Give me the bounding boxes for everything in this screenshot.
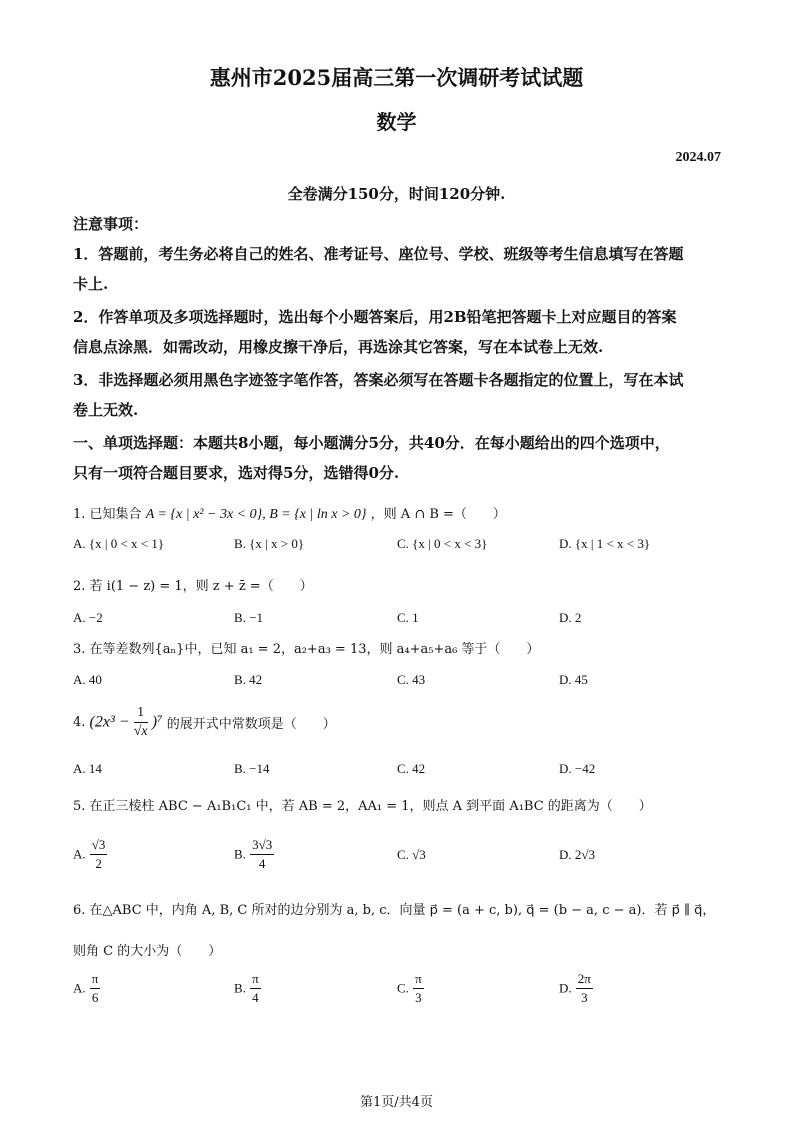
question-5-option-b-fraction xyxy=(250,836,274,873)
question-6-option-b-numerator: π xyxy=(250,970,261,989)
question-5-option-a xyxy=(73,836,107,873)
question-6-option-b-fraction xyxy=(250,970,261,1007)
question-1-suffix: ，则 A ∩ B =（ ） xyxy=(370,507,506,522)
question-6-option-b-label: B. xyxy=(234,980,246,996)
question-3: 3. 在等差数列{aₙ}中，已知 a₁ = 2，a₂+a₃ = 13，则 a₄+a₅+a₆ 等于（ ） xyxy=(73,642,540,657)
notice-heading: 注意事项： xyxy=(73,215,149,233)
question-4-suffix: 的展开式中常数项是（ ） xyxy=(166,717,336,732)
question-4-fraction xyxy=(134,704,148,741)
notice-item-3-line-1: 3．非选择题必须用黑色字迹签字笔作答，答案必须写在答题卡各题指定的位置上，写在本试 xyxy=(73,371,684,389)
question-1-prefix: 1. 已知集合 xyxy=(73,507,142,522)
question-6-option-d-denominator: 3 xyxy=(581,990,588,1005)
notice-item-1-line-2: 卡上. xyxy=(73,275,109,293)
question-4 xyxy=(73,704,336,741)
question-5-option-c: C. √3 xyxy=(397,847,426,862)
question-6-option-d-fraction xyxy=(576,970,593,1007)
subject-title: 数学 xyxy=(376,110,417,134)
question-5-option-b-denominator: 4 xyxy=(258,856,266,871)
question-2-option-c: C. 1 xyxy=(397,610,419,625)
question-2-option-b: B. −1 xyxy=(234,610,264,625)
notice-item-2-line-1: 2．作答单项及多项选择题时，选出每个小题答案后，用2B铅笔把答题卡上对应题目的答案 xyxy=(73,308,677,326)
question-6-option-b xyxy=(234,970,261,1007)
question-6-option-a-fraction xyxy=(90,970,101,1007)
question-5-option-a-denominator: 2 xyxy=(95,856,102,871)
question-1-option-a: A. {x | 0 < x < 1} xyxy=(73,536,165,551)
question-4-option-b: B. −14 xyxy=(234,761,270,776)
question-5-option-a-numerator: √3 xyxy=(90,836,108,855)
question-5-option-b xyxy=(234,836,274,873)
exam-title: 惠州市2025届高三第一次调研考试试题 xyxy=(209,65,584,90)
question-6-option-a-label: A. xyxy=(73,980,86,996)
question-3-option-c: C. 43 xyxy=(397,672,426,687)
full-marks-line: 全卷满分150分，时间120分钟. xyxy=(287,185,506,203)
question-6-line-1: 6. 在△ABC 中，内角 A, B, C 所对的边分别为 a, b, c．向量 p⃗ = (a + c, b), q⃗ = (b − a, c − a)．若 p⃗ ∥ q⃗， xyxy=(73,903,716,918)
question-6-option-a xyxy=(73,970,100,1007)
notice-item-3-line-2: 卷上无效. xyxy=(73,401,139,419)
question-6-option-d-label: D. xyxy=(559,980,572,996)
question-6-option-c-numerator: π xyxy=(413,970,424,989)
section-1-line-2: 只有一项符合题目要求，选对得5分，选错得0分. xyxy=(73,464,400,482)
question-4-expr-right: )⁷ xyxy=(151,713,163,731)
question-3-option-a: A. 40 xyxy=(73,672,102,687)
question-1-option-c: C. {x | 0 < x < 3} xyxy=(397,536,488,551)
question-6-option-a-denominator: 6 xyxy=(91,990,99,1005)
question-4-option-a: A. 14 xyxy=(73,761,102,776)
notice-item-1-line-1: 1．答题前，考生务必将自己的姓名、准考证号、座位号、学校、班级等考生信息填写在答题 xyxy=(73,245,684,263)
notice-item-2-line-2: 信息点涂黑．如需改动，用橡皮擦干净后，再选涂其它答案，写在本试卷上无效. xyxy=(73,338,604,356)
question-4-number: 4. xyxy=(73,715,86,730)
question-6-option-b-denominator: 4 xyxy=(252,990,259,1005)
question-6-option-d xyxy=(559,970,593,1007)
question-5-option-b-numerator: 3√3 xyxy=(250,836,274,855)
question-4-expr-left: (2x³ − xyxy=(89,713,130,731)
question-6-option-c xyxy=(397,970,424,1007)
question-2-option-d: D. 2 xyxy=(559,610,582,625)
exam-date: 2024.07 xyxy=(675,150,721,165)
section-1-line-1: 一、单项选择题：本题共8小题，每小题满分5分，共40分．在每小题给出的四个选项中， xyxy=(73,434,670,452)
page-footer: 第1页/共4页 xyxy=(360,1095,433,1110)
question-6-line-2: 则角 C 的大小为（ ） xyxy=(73,944,222,959)
question-4-option-c: C. 42 xyxy=(397,761,426,776)
question-4-option-d: D. −42 xyxy=(559,761,596,776)
question-3-option-b: B. 42 xyxy=(234,672,263,687)
question-6-option-c-fraction xyxy=(413,970,424,1007)
question-1 xyxy=(73,503,506,523)
question-6-option-a-numerator: π xyxy=(90,970,101,989)
question-6-option-c-label: C. xyxy=(397,980,409,996)
question-6-option-c-denominator: 3 xyxy=(415,990,422,1005)
question-5-option-b-label: B. xyxy=(234,846,246,862)
question-5-option-a-fraction xyxy=(90,836,108,873)
question-1-option-b: B. {x | x > 0} xyxy=(234,536,305,551)
question-1-option-d: D. {x | 1 < x < 3} xyxy=(559,536,651,551)
question-3-option-d: D. 45 xyxy=(559,672,588,687)
question-2: 2. 若 i(1 − z) = 1，则 z + z̄ =（ ） xyxy=(73,579,313,594)
question-5-option-a-label: A. xyxy=(73,846,86,862)
question-1-math: A = {x | x² − 3x < 0}, B = {x | ln x > 0} xyxy=(145,507,367,522)
question-5: 5. 在正三棱柱 ABC − A₁B₁C₁ 中，若 AB = 2，AA₁ = 1，则点 A 到平面 A₁BC 的距离为（ ） xyxy=(73,799,652,814)
question-5-option-d: D. 2√3 xyxy=(559,847,596,862)
question-4-fraction-denominator: √x xyxy=(133,724,148,739)
question-2-option-a: A. −2 xyxy=(73,610,103,625)
question-4-fraction-numerator: 1 xyxy=(134,704,148,723)
question-6-option-d-numerator: 2π xyxy=(576,970,593,989)
